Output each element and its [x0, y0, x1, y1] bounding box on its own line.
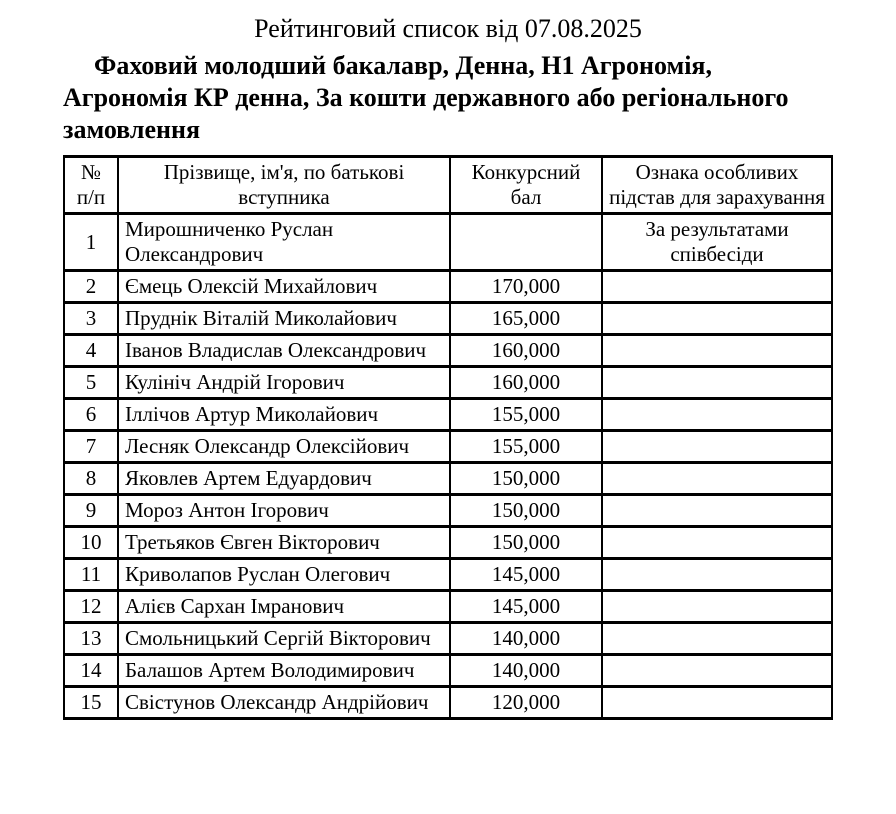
special-grounds: [602, 559, 832, 591]
applicant-name: Кулініч Андрій Ігорович: [118, 367, 450, 399]
applicant-name: Іванов Владислав Олександрович: [118, 335, 450, 367]
special-grounds: [602, 431, 832, 463]
competition-score: 160,000: [450, 335, 602, 367]
row-number: 13: [64, 623, 118, 655]
row-number: 12: [64, 591, 118, 623]
table-row: [64, 463, 832, 495]
row-number: 3: [64, 303, 118, 335]
document-subtitle: Фаховий молодший бакалавр, Денна, Н1 Агрономія, Агрономія КР денна, За кошти державного або регіонального замовлення: [63, 51, 789, 144]
special-grounds: [602, 495, 832, 527]
applicant-name: Третьяков Євген Вікторович: [118, 527, 450, 559]
applicant-name: Лесняк Олександр Олексійович: [118, 431, 450, 463]
col-header-special-grounds: Ознака особливих підстав для зарахування: [602, 157, 832, 214]
row-number: 15: [64, 687, 118, 719]
competition-score: 140,000: [450, 623, 602, 655]
row-number: 14: [64, 655, 118, 687]
row-number: 5: [64, 367, 118, 399]
row-number: 6: [64, 399, 118, 431]
competition-score: 170,000: [450, 271, 602, 303]
col-header-applicant-name: Прізвище, ім'я, по батькові вступника: [118, 157, 450, 214]
competition-score: 145,000: [450, 559, 602, 591]
competition-score: 155,000: [450, 399, 602, 431]
document-title: Рейтинговий список від 07.08.2025: [254, 14, 642, 43]
ranking-table: [63, 155, 833, 720]
col-header-number: № п/п: [64, 157, 118, 214]
applicant-name: Пруднік Віталій Миколайович: [118, 303, 450, 335]
special-grounds: [602, 623, 832, 655]
applicant-name: Алієв Сархан Імранович: [118, 591, 450, 623]
applicant-name: Яковлев Артем Едуардович: [118, 463, 450, 495]
table-row: [64, 431, 832, 463]
competition-score: 165,000: [450, 303, 602, 335]
col-header-score: Конкурсний бал: [450, 157, 602, 214]
applicant-name: Ємець Олексій Михайлович: [118, 271, 450, 303]
applicant-name: Мороз Антон Ігорович: [118, 495, 450, 527]
table-row: [64, 623, 832, 655]
row-number: 8: [64, 463, 118, 495]
row-number: 1: [64, 214, 118, 271]
table-row: [64, 559, 832, 591]
table-row: [64, 303, 832, 335]
applicant-name: Балашов Артем Володимирович: [118, 655, 450, 687]
table-row: [64, 495, 832, 527]
row-number: 7: [64, 431, 118, 463]
table-row: [64, 335, 832, 367]
row-number: 4: [64, 335, 118, 367]
table-row: [64, 367, 832, 399]
competition-score: 120,000: [450, 687, 602, 719]
applicant-name: Іллічов Артур Миколайович: [118, 399, 450, 431]
special-grounds: [602, 655, 832, 687]
special-grounds: [602, 527, 832, 559]
applicant-name: Криволапов Руслан Олегович: [118, 559, 450, 591]
competition-score: 155,000: [450, 431, 602, 463]
row-number: 10: [64, 527, 118, 559]
table-row: [64, 399, 832, 431]
special-grounds: [602, 367, 832, 399]
table-row: [64, 527, 832, 559]
applicant-name: Смольницький Сергій Вікторович: [118, 623, 450, 655]
applicant-name: Мирошниченко Руслан Олександрович: [118, 214, 450, 271]
competition-score: 145,000: [450, 591, 602, 623]
competition-score: 150,000: [450, 495, 602, 527]
competition-score: 150,000: [450, 463, 602, 495]
special-grounds: [602, 687, 832, 719]
table-row: [64, 591, 832, 623]
competition-score: [450, 214, 602, 271]
ranking-table-header: [64, 157, 832, 214]
table-row: [64, 687, 832, 719]
special-grounds: [602, 399, 832, 431]
row-number: 9: [64, 495, 118, 527]
table-row: [64, 214, 832, 271]
row-number: 2: [64, 271, 118, 303]
special-grounds: [602, 271, 832, 303]
header-row: [64, 157, 832, 214]
table-row: [64, 271, 832, 303]
competition-score: 150,000: [450, 527, 602, 559]
special-grounds: [602, 335, 832, 367]
special-grounds: [602, 463, 832, 495]
competition-score: 140,000: [450, 655, 602, 687]
special-grounds: За результатами співбесіди: [602, 214, 832, 271]
special-grounds: [602, 303, 832, 335]
applicant-name: Свістунов Олександр Андрійович: [118, 687, 450, 719]
ranking-table-body: [64, 214, 832, 719]
row-number: 11: [64, 559, 118, 591]
competition-score: 160,000: [450, 367, 602, 399]
table-row: [64, 655, 832, 687]
special-grounds: [602, 591, 832, 623]
